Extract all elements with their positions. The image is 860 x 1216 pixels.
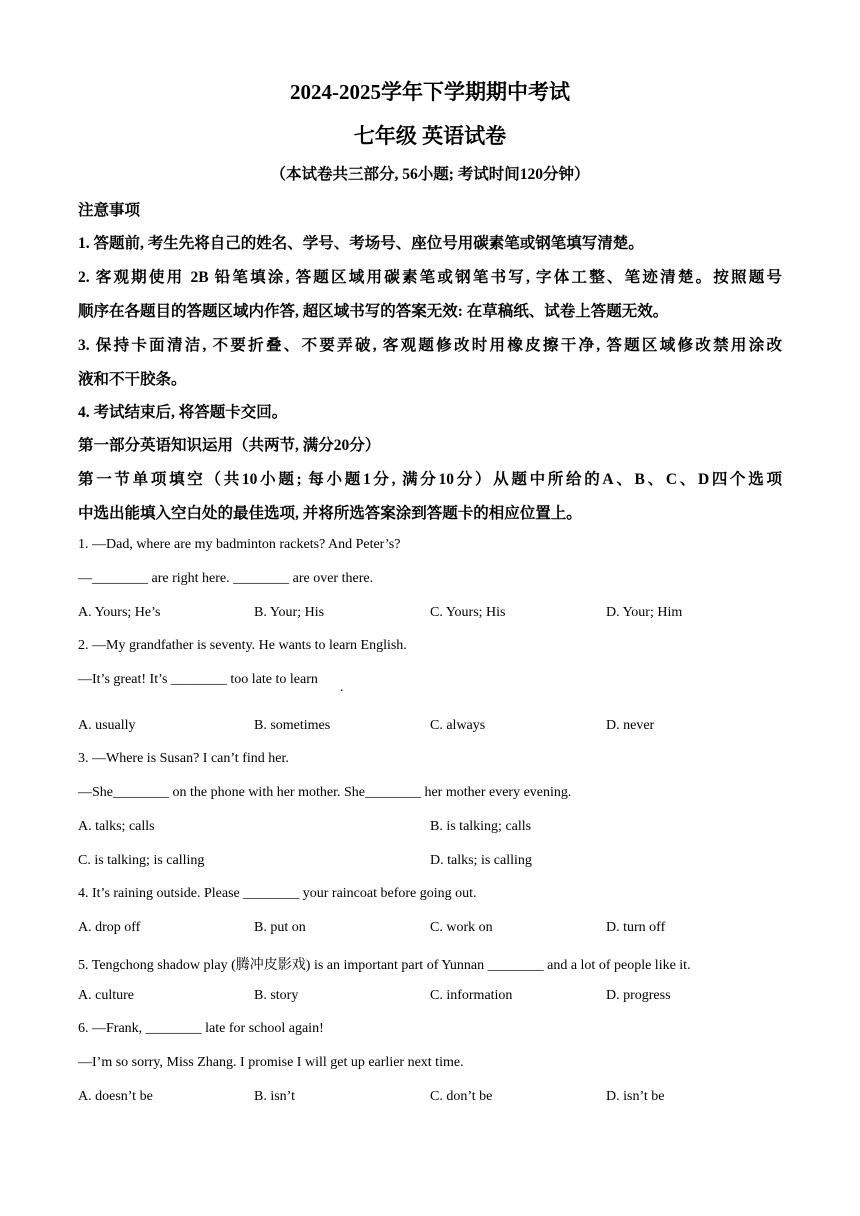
question-6-option-c: C. don’t be [430, 1089, 493, 1104]
exam-info: （本试卷共三部分, 56小题; 考试时间120分钟） [270, 166, 590, 183]
question-6-option-d: D. isn’t be [606, 1089, 665, 1104]
question-2-option-a: A. usually [78, 718, 136, 733]
question-2-stem: 2. —My grandfather is seventy. He wants to learn English. [78, 638, 407, 653]
question-4-option-b: B. put on [254, 920, 306, 935]
question-3-option-c: C. is talking; is calling [78, 853, 205, 868]
question-5-option-d: D. progress [606, 988, 671, 1003]
question-2-option-b: B. sometimes [254, 718, 331, 733]
question-3-option-d: D. talks; is calling [430, 853, 532, 868]
question-2-option-c: C. always [430, 718, 486, 733]
exam-title: 2024-2025学年下学期期中考试 [290, 80, 570, 104]
notice-item-1: 1. 答题前, 考生先将自己的姓名、学号、考场号、座位号用碳素笔或钢笔填写清楚。 [78, 235, 644, 252]
exam-subject-title: 七年级 英语试卷 [353, 124, 507, 148]
question-1-stem: 1. —Dad, where are my badminton rackets? And Peter’s? [78, 537, 401, 552]
question-3-stem: 3. —Where is Susan? I can’t find her. [78, 751, 289, 766]
notice-item-2-line-1: 2. 客观期使用 2B 铅笔填涂, 答题区域用碳素笔或钢笔书写, 字体工整、笔迹清楚。按照题号 [78, 269, 782, 286]
part1-heading: 第一部分英语知识运用（共两节, 满分20分） [78, 437, 381, 454]
notice-item-4: 4. 考试结束后, 将答题卡交回。 [78, 404, 288, 421]
question-5-stem: 5. Tengchong shadow play (腾冲皮影戏) is an important part of Yunnan ________ and a lot of people like it. [78, 958, 691, 973]
question-4-option-a: A. drop off [78, 920, 141, 935]
question-1-dialog: —________ are right here. ________ are over there. [78, 571, 374, 586]
notice-item-3-line-1: 3. 保持卡面清洁, 不要折叠、不要弄破, 客观题修改时用橡皮擦干净, 答题区域修改禁用涂改 [78, 337, 782, 354]
question-2-option-d: D. never [606, 718, 655, 733]
question-6-stem: 6. —Frank, ________ late for school again! [78, 1021, 324, 1036]
question-3-dialog: —She________ on the phone with her mother. She________ her mother every evening. [78, 785, 572, 800]
question-1-option-c: C. Yours; His [430, 605, 506, 620]
question-1-option-b: B. Your; His [254, 605, 325, 620]
question-2-stray-dot: . [340, 680, 344, 695]
question-3-option-a: A. talks; calls [78, 819, 155, 834]
question-4-option-c: C. work on [430, 920, 493, 935]
question-6-dialog: —I’m so sorry, Miss Zhang. I promise I will get up earlier next time. [78, 1055, 464, 1070]
question-5-option-a: A. culture [78, 988, 134, 1003]
question-3-option-b: B. is talking; calls [430, 819, 532, 834]
question-6-option-a: A. doesn’t be [78, 1089, 153, 1104]
question-6-option-b: B. isn’t [254, 1089, 295, 1104]
question-2-dialog: —It’s great! It’s ________ too late to learn [78, 672, 318, 687]
question-4-option-d: D. turn off [606, 920, 666, 935]
notice-item-3-line-2: 液和不干胶条。 [78, 371, 187, 388]
section1-instructions-line-1: 第一节单项填空（共10小题; 每小题1分, 满分10分）从题中所给的A、B、C、D四个选项 [78, 471, 782, 488]
question-5-option-b: B. story [254, 988, 299, 1003]
question-1-option-d: D. Your; Him [606, 605, 683, 620]
notice-heading: 注意事项 [78, 202, 141, 219]
notice-item-2-line-2: 顺序在各题目的答题区域内作答, 超区域书写的答案无效: 在草稿纸、试卷上答题无效。 [78, 303, 669, 320]
question-1-option-a: A. Yours; He’s [78, 605, 161, 620]
question-5-option-c: C. information [430, 988, 513, 1003]
section1-instructions-line-2: 中选出能填入空白处的最佳选项, 并将所选答案涂到答题卡的相应位置上。 [78, 505, 582, 522]
question-4-stem: 4. It’s raining outside. Please ________ your raincoat before going out. [78, 886, 477, 901]
